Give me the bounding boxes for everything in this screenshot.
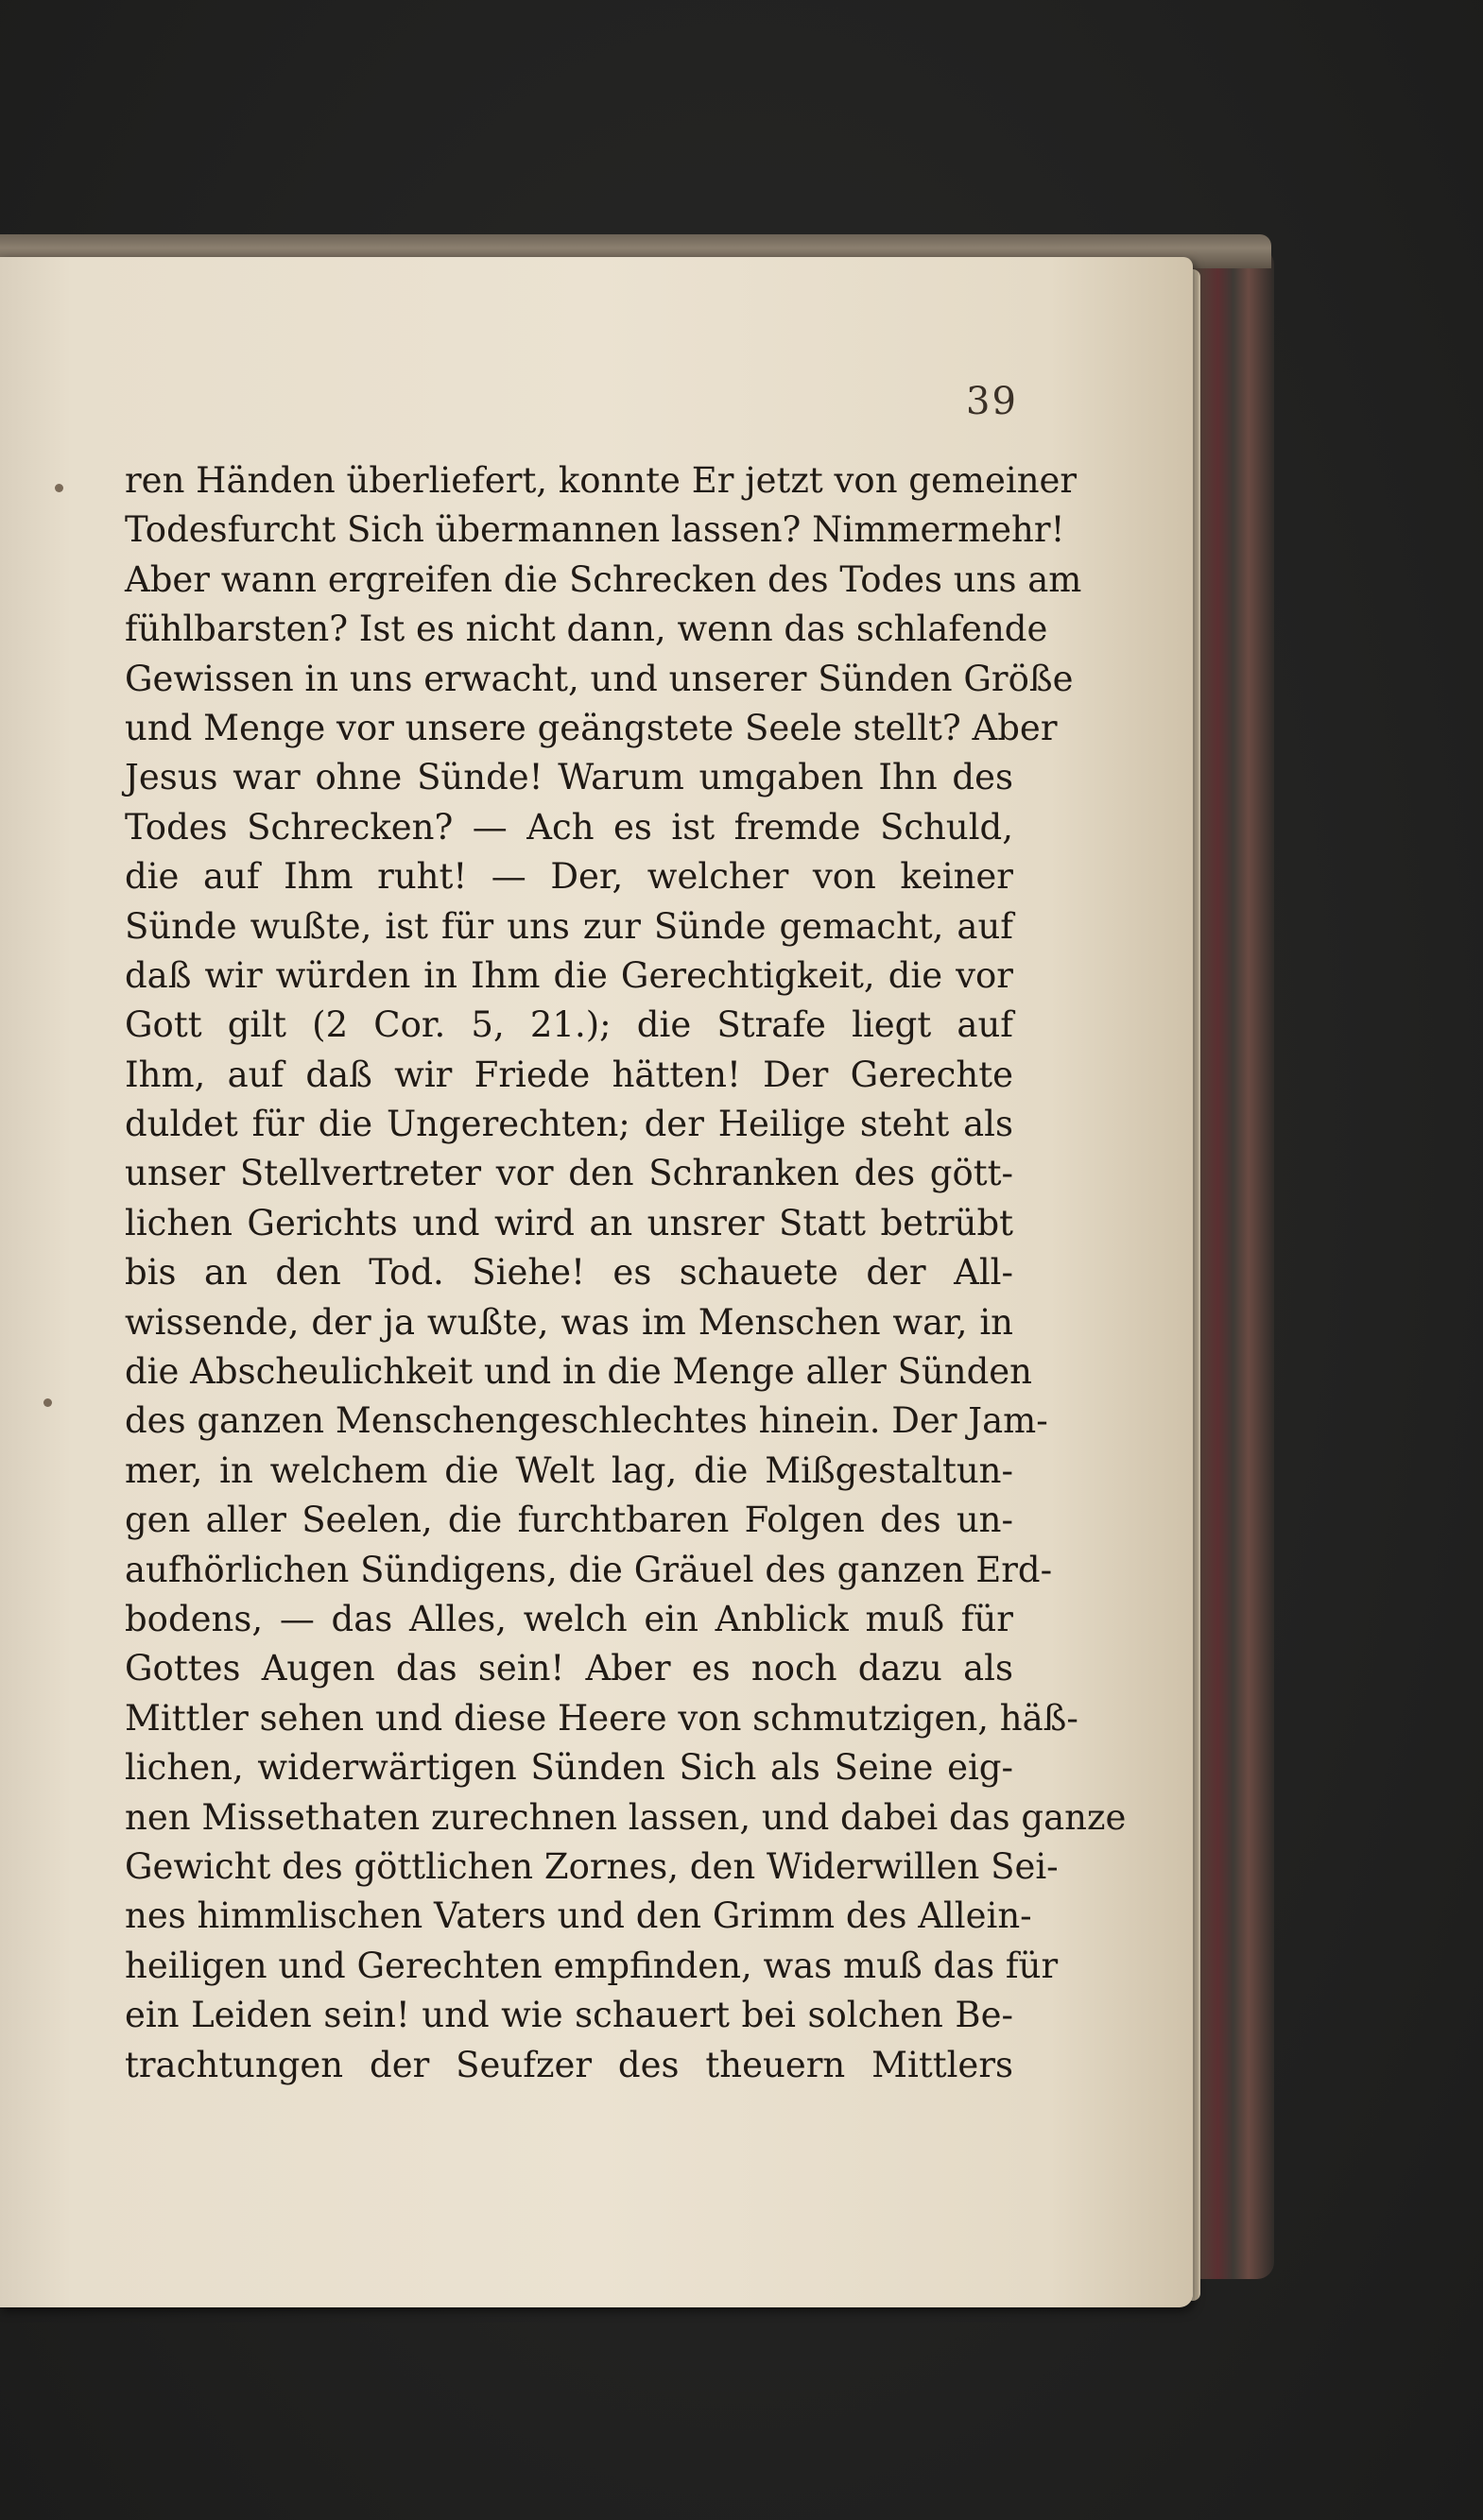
text-line: Ihm, auf daß wir Friede hätten! Der Gerechte [125, 1054, 1013, 1095]
text-line: und Menge vor unsere geängstete Seele stellt? Aber [125, 707, 1058, 748]
text-line: Todesfurcht Sich übermannen lassen? Nimmermehr! [125, 509, 1065, 551]
text-line: fühlbarsten? Ist es nicht dann, wenn das schlafende [125, 609, 1048, 650]
text-line: Gott gilt (2 Cor. 5, 21.); die Strafe liegt auf [125, 1004, 1013, 1046]
text-line: die auf Ihm ruht! — Der, welcher von keiner [125, 856, 1013, 898]
margin-mark [43, 1398, 52, 1407]
text-line: duldet für die Ungerechten; der Heilige steht als [125, 1104, 1013, 1145]
text-line: Gewicht des göttlichen Zornes, den Widerwillen Sei- [125, 1845, 1059, 1887]
text-line: Sünde wußte, ist für uns zur Sünde gemacht, auf [125, 905, 1013, 947]
text-line: lichen Gerichts und wird an unsrer Statt betrübt [125, 1202, 1013, 1243]
text-line: nes himmlischen Vaters und den Grimm des Allein- [125, 1895, 1032, 1937]
body-text [125, 456, 1127, 2090]
text-line: des ganzen Menschengeschlechtes hinein. Der Jam- [125, 1400, 1048, 1442]
text-line: die Abscheulichkeit und in die Menge aller Sünden [125, 1351, 1032, 1393]
text-line: ren Händen überliefert, konnte Er jetzt von gemeiner [125, 460, 1078, 501]
margin-mark [55, 484, 63, 492]
text-line: ein Leiden sein! und wie schauert bei solchen Be- [125, 1995, 1013, 2036]
text-line: trachtungen der Seufzer des theuern Mittlers [125, 2044, 1013, 2085]
text-line: heiligen und Gerechten empfinden, was muß das für [125, 1945, 1059, 1986]
text-line: Aber wann ergreifen die Schrecken des Todes uns am [125, 558, 1082, 600]
text-line: gen aller Seelen, die furchtbaren Folgen des un- [125, 1500, 1013, 1541]
text-line: nen Missethaten zurechnen lassen, und dabei das ganze [125, 1796, 1127, 1838]
text-line: aufhörlichen Sündigens, die Gräuel des ganzen Erd- [125, 1549, 1053, 1590]
text-line: mer, in welchem die Welt lag, die Mißgestaltun- [125, 1449, 1013, 1491]
text-line: daß wir würden in Ihm die Gerechtigkeit, die vor [125, 954, 1013, 996]
text-line: Gottes Augen das sein! Aber es noch dazu als [125, 1648, 1013, 1689]
text-line: bodens, — das Alles, welch ein Anblick muß für [125, 1598, 1013, 1639]
text-line: unser Stellvertreter vor den Schranken des gött- [125, 1153, 1013, 1194]
text-line: Todes Schrecken? — Ach es ist fremde Schuld, [125, 806, 1013, 848]
text-line: bis an den Tod. Siehe! es schauete der All- [125, 1252, 1013, 1294]
text-line: wissende, der ja wußte, was im Menschen war, in [125, 1301, 1013, 1343]
text-line: Gewissen in uns erwacht, und unserer Sünden Größe [125, 658, 1074, 699]
text-line: lichen, widerwärtigen Sünden Sich als Seine eig- [125, 1747, 1013, 1789]
page-number: 39 [966, 380, 1018, 423]
text-line: Mittler sehen und diese Heere von schmutzigen, häß- [125, 1697, 1078, 1739]
text-line: Jesus war ohne Sünde! Warum umgaben Ihn des [125, 757, 1013, 798]
